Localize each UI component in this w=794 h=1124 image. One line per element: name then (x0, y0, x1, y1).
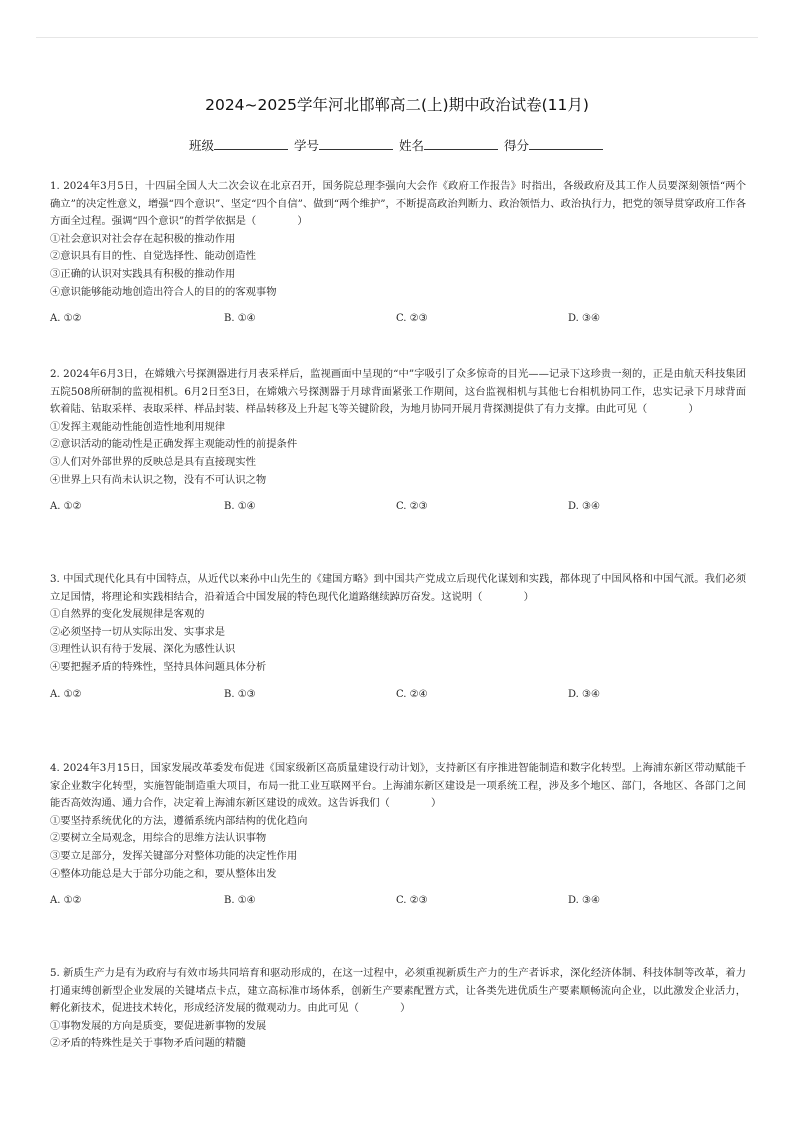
exam-title: 2024~2025学年河北邯郸高二(上)期中政治试卷(11月) (205, 96, 589, 114)
statement: ③正确的认识对实践具有积极的推动作用 (50, 267, 236, 280)
answer-options (50, 892, 746, 910)
name-blank (424, 137, 498, 150)
option-a[interactable]: A. ①② (50, 895, 82, 907)
class-label: 班级 (188, 138, 214, 153)
statement: ①自然界的变化发展规律是客观的 (50, 608, 205, 621)
answer-options (50, 310, 746, 328)
statement: ④世界上只有尚未认识之物，没有不可认识之物 (50, 473, 267, 486)
option-d[interactable]: D. ③④ (568, 688, 600, 700)
student-info-row (0, 136, 794, 154)
statement: ③人们对外部世界的反映总是具有直接现实性 (50, 455, 256, 468)
statement: ①发挥主观能动性能创造性地利用规律 (50, 420, 226, 433)
question-stem: 2. 2024年6月3日，在嫦娥六号探测器进行月表采样后，监视画面中呈现的“中”字吸引了众多惊奇的目光——记录下这珍贵一刻的，正是由航天科技集团五院508所研制的监视相机。6月2日至3日，在嫦娥六号探测器于月球背面紧张工作期间，这台监视相机与其他七台相机协同工作，忠实记录下月球背面软着陆、钻取采样、表取采样、样品封装、样品转移及上升起飞等关键阶段，为地月协同开展月背探测提供了有力支撑。由此可见（ ） (50, 368, 746, 416)
option-d[interactable]: D. ③④ (568, 501, 600, 513)
question-5 (50, 965, 746, 1053)
option-c[interactable]: C. ②④ (396, 688, 428, 700)
student-id-blank (319, 137, 393, 150)
score-label: 得分 (503, 138, 529, 153)
option-b[interactable]: B. ①④ (224, 895, 256, 907)
statement: ②意识活动的能动性是正确发挥主观能动性的前提条件 (50, 438, 298, 451)
statement: ④意识能够能动地创造出符合人的目的的客观事物 (50, 285, 277, 298)
statement: ②矛盾的特殊性是关于事物矛盾问题的精髓 (50, 1037, 246, 1050)
question-stem: 5. 新质生产力是有为政府与有效市场共同培育和驱动形成的，在这一过程中，必须重视新质生产力的生产者诉求，深化经济体制、科技体制等改革，着力打通束缚创新型企业发展的关键堵点卡点，建立高标准市场体系，创新生产要素配置方式，让各类先进优质生产要素顺畅流向企业，以此激发企业活力，孵化新技术，促进技术转化，形成经济发展的微观动力。由此可见（ ） (50, 967, 746, 1015)
statement: ①要坚持系统优化的方法，遵循系统内部结构的优化趋向 (50, 814, 308, 827)
question-2 (50, 366, 746, 516)
student-id-label: 学号 (293, 138, 319, 153)
option-c[interactable]: C. ②③ (396, 501, 428, 513)
score-blank (529, 137, 603, 150)
option-d[interactable]: D. ③④ (568, 895, 600, 907)
question-stem: 4. 2024年3月15日，国家发展改革委发布促进《国家级新区高质量建设行动计划》，支持新区有序推进智能制造和数字化转型。上海浦东新区带动赋能千家企业数字化转型，实施智能制造重大项目，布局一批工业互联网平台。上海浦东新区建设是一项系统工程，涉及多个地区、部门，各地区、各部门之间能否高效沟通、通力合作，决定着上海浦东新区建设的成效。这告诉我们（ ） (50, 762, 746, 810)
statement: ①事物发展的方向是质变，要促进新事物的发展 (50, 1019, 267, 1032)
statement: ②必须坚持一切从实际出发、实事求是 (50, 625, 226, 638)
statement: ②意识具有目的性、自觉选择性、能动创造性 (50, 250, 256, 263)
answer-options (50, 686, 746, 704)
answer-options (50, 498, 746, 516)
option-c[interactable]: C. ②③ (396, 313, 428, 325)
question-stem: 1. 2024年3月5日，十四届全国人大二次会议在北京召开，国务院总理李强向大会作《政府工作报告》时指出，各级政府及其工作人员要深刻领悟“两个确立”的决定性意义，增强“四个意识”、坚定“四个自信”、做到“两个维护”，不断提高政治判断力、政治领悟力、政治执行力，把党的领导贯穿政府工作各方面全过程。强调“四个意识”的哲学依据是（ ） (50, 180, 746, 228)
statement: ④要把握矛盾的特殊性，坚持具体问题具体分析 (50, 660, 267, 673)
statement: ③理性认识有待于发展、深化为感性认识 (50, 643, 236, 656)
question-4 (50, 760, 746, 910)
option-d[interactable]: D. ③④ (568, 313, 600, 325)
name-label: 姓名 (398, 138, 424, 153)
question-1 (50, 178, 746, 328)
class-blank (214, 137, 288, 150)
statement: ③要立足部分，发挥关键部分对整体功能的决定性作用 (50, 849, 298, 862)
statement: ①社会意识对社会存在起积极的推动作用 (50, 232, 236, 245)
statement: ④整体功能总是大于部分功能之和，要从整体出发 (50, 867, 277, 880)
question-stem: 3. 中国式现代化具有中国特点，从近代以来孙中山先生的《建国方略》到中国共产党成立后现代化谋划和实践，都体现了中国风格和中国气派。我们必须立足国情，将理论和实践相结合，沿着适合中国发展的特色现代化道路继续踔厉奋发。这说明（ ） (50, 573, 746, 603)
question-3 (50, 571, 746, 704)
statement: ②要树立全局观念，用综合的思维方法认识事物 (50, 832, 267, 845)
top-divider (36, 37, 758, 38)
option-b[interactable]: B. ①④ (224, 501, 256, 513)
option-a[interactable]: A. ①② (50, 313, 82, 325)
option-a[interactable]: A. ①② (50, 501, 82, 513)
option-c[interactable]: C. ②③ (396, 895, 428, 907)
option-b[interactable]: B. ①③ (224, 688, 256, 700)
option-a[interactable]: A. ①② (50, 688, 82, 700)
option-b[interactable]: B. ①④ (224, 313, 256, 325)
